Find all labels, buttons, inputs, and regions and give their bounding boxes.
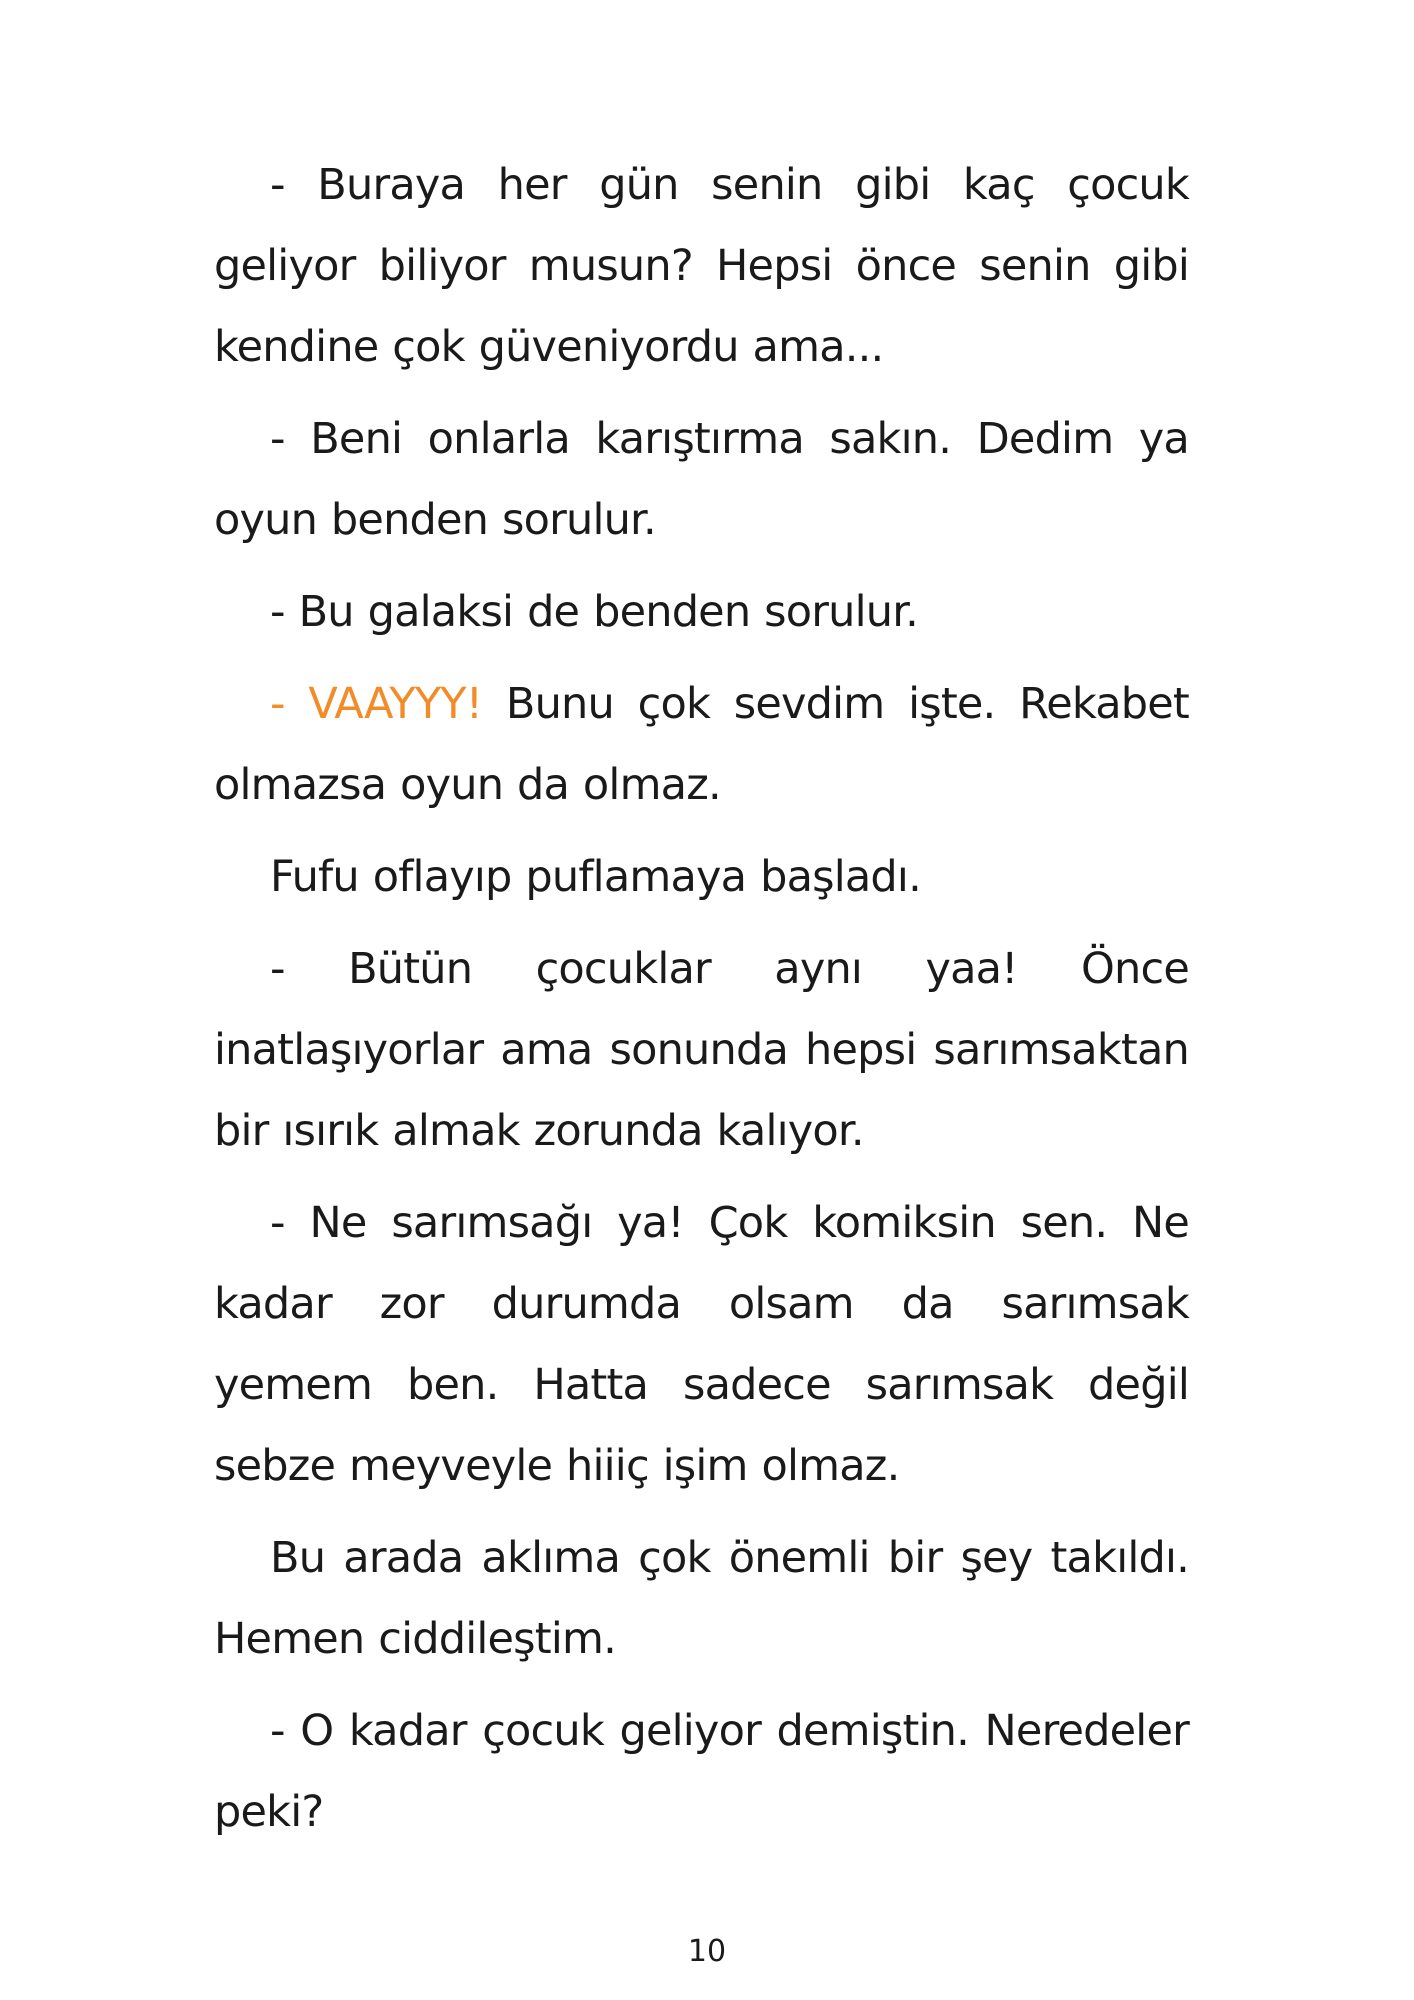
paragraph-3: - Bu galaksi de benden sorulur. — [270, 587, 919, 637]
page-number: 10 — [687, 1934, 727, 1969]
paragraph-4-rest: Bunu çok sevdim işte. Rekabet olmazsa oyun da olmaz. — [214, 679, 1189, 810]
body-text — [214, 145, 1189, 1864]
paragraph-2: - Beni onlarla karıştırma sakın. Dedim ya oyun benden sorulur. — [214, 414, 1189, 545]
paragraph-1: - Buraya her gün senin gibi kaç çocuk geliyor biliyor musun? Hepsi önce senin gibi kendine çok güveniyordu ama... — [214, 160, 1189, 372]
paragraph-4 — [214, 664, 1189, 826]
paragraph-9: - O kadar çocuk geliyor demiştin. Neredeler peki? — [214, 1706, 1189, 1837]
exclamation-highlight: - VAAYYY! — [270, 679, 483, 729]
paragraph-8: Bu arada aklıma çok önemli bir şey takıldı. Hemen ciddileştim. — [214, 1533, 1189, 1664]
paragraph-7: - Ne sarımsağı ya! Çok komiksin sen. Ne kadar zor durumda olsam da sarımsak yemem ben. Hatta sadece sarımsak değil sebze meyveyle hiiiç işim olmaz. — [214, 1198, 1189, 1491]
paragraph-6: - Bütün çocuklar aynı yaa! Önce inatlaşıyorlar ama sonunda hepsi sarımsaktan bir ısırık almak zorunda kalıyor. — [214, 944, 1189, 1156]
paragraph-5: Fufu oflayıp puflamaya başladı. — [270, 852, 921, 902]
